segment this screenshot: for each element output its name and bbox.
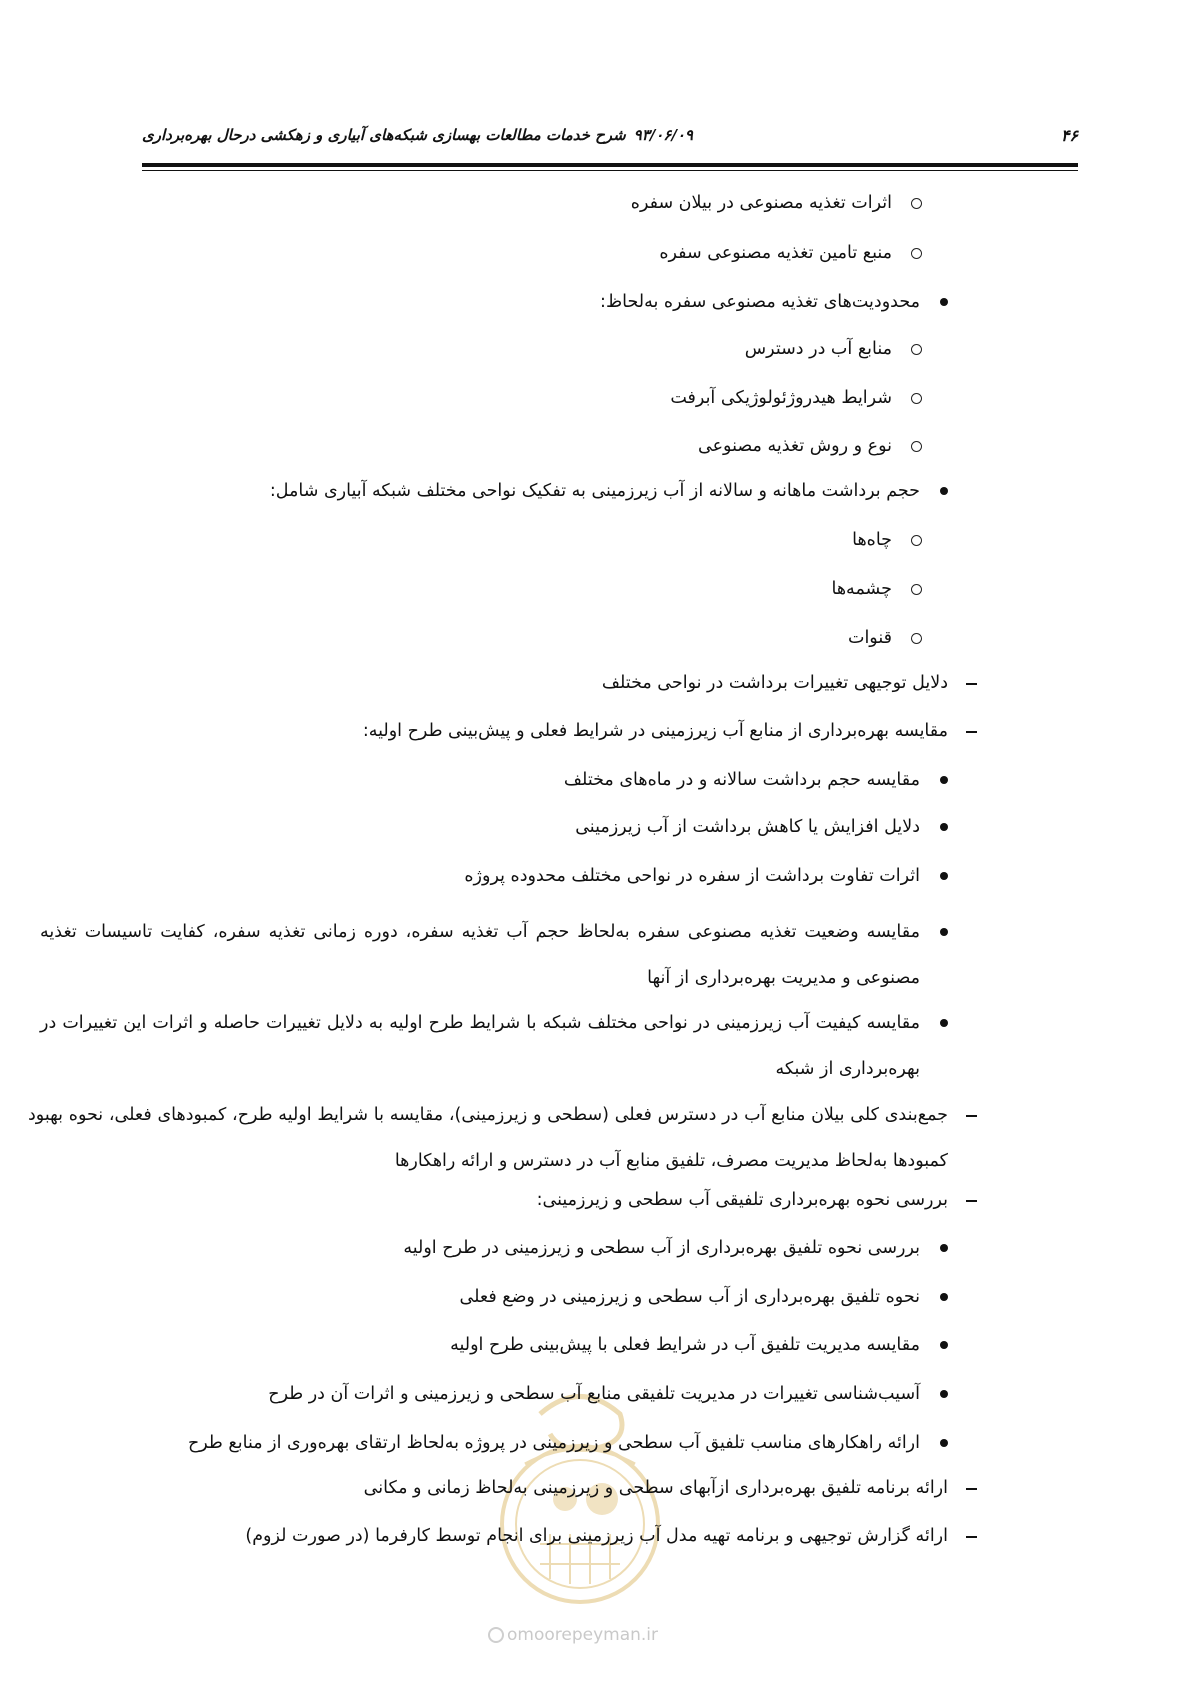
list-item-text: منبع تامین تغذیه مصنوعی سفره bbox=[659, 243, 892, 263]
list-item-text: محدودیت‌های تغذیه مصنوعی سفره به‌لحاظ: bbox=[600, 292, 920, 312]
list-item-circle bbox=[292, 188, 892, 218]
list-item-text: جمع‌بندی کلی بیلان منابع آب در دسترس فعلی (سطحی و زیرزمینی)، مقایسه با شرایط اولیه طرح، کمبودهای فعلی، نحوه بهبود کمبودها به‌لحاظ مدیریت مصرف، تلفیق منابع آب در دسترس و ارائه راهکارها bbox=[28, 1105, 948, 1171]
list-item-text: آسیب‌شناسی تغییرات در مدیریت تلفیقی منابع آب سطحی و زیرزمینی و اثرات آن در طرح bbox=[268, 1384, 920, 1404]
list-item-text: مقایسه حجم برداشت سالانه و در ماه‌های مختلف bbox=[563, 770, 920, 790]
list-item-dash bbox=[148, 716, 948, 746]
list-item-text: اثرات تغذیه مصنوعی در بیلان سفره bbox=[630, 193, 892, 213]
list-item-circle bbox=[292, 431, 892, 461]
list-item-circle bbox=[292, 623, 892, 653]
list-item-circle bbox=[292, 383, 892, 413]
list-item-circle bbox=[292, 238, 892, 268]
list-item-bullet bbox=[220, 765, 920, 795]
list-item-bullet bbox=[40, 909, 920, 1001]
list-item-bullet bbox=[160, 1282, 920, 1312]
list-item-circle bbox=[292, 574, 892, 604]
list-item-text: قنوات bbox=[847, 628, 892, 648]
list-item-dash bbox=[148, 1473, 948, 1503]
list-item-bullet bbox=[40, 1000, 920, 1092]
list-item-text: مقایسه کیفیت آب زیرزمینی در نواحی مختلف شبکه با شرایط طرح اولیه به دلایل تغییرات حاصله و اثرات این تغییرات در بهره‌برداری از شبکه bbox=[40, 1013, 920, 1079]
list-item-bullet bbox=[100, 476, 920, 506]
list-item-text: ارائه گزارش توجیهی و برنامه تهیه مدل آب زیرزمینی برای انجام توسط کارفرما (در صورت لزوم) bbox=[245, 1526, 948, 1546]
list-item-text: ارائه برنامه تلفیق بهره‌برداری ازآبهای سطحی و زیرزمینی به‌لحاظ زمانی و مکانی bbox=[363, 1478, 948, 1498]
list-item-bullet bbox=[160, 1233, 920, 1263]
list-item-bullet bbox=[270, 287, 920, 317]
list-item-text: بررسی نحوه بهره‌برداری تلفیقی آب سطحی و زیرزمینی: bbox=[536, 1190, 948, 1210]
list-item-text: نوع و روش تغذیه مصنوعی bbox=[698, 436, 892, 456]
list-item-bullet bbox=[40, 1428, 920, 1458]
list-item-text: نحوه تلفیق بهره‌برداری از آب سطحی و زیرزمینی در وضع فعلی bbox=[459, 1287, 920, 1307]
list-item-text: منابع آب در دسترس bbox=[744, 339, 892, 359]
watermark-url: omoorepeyman.ir bbox=[488, 1625, 703, 1649]
list-item-bullet bbox=[220, 812, 920, 842]
header-title: شرح خدمات مطالعات بهسازی شبکه‌های آبیاری و زهکشی درحال بهره‌برداری bbox=[142, 126, 626, 144]
list-item-text: دلایل افزایش یا کاهش برداشت از آب زیرزمینی bbox=[575, 817, 920, 837]
header-date: ۹۳/۰۶/۰۹ bbox=[633, 126, 693, 144]
list-item-bullet bbox=[160, 1379, 920, 1409]
list-item-text: حجم برداشت ماهانه و سالانه از آب زیرزمینی به تفکیک نواحی مختلف شبکه آبیاری شامل: bbox=[269, 481, 920, 501]
list-item-text: چشمه‌ها bbox=[831, 579, 892, 599]
list-item-dash bbox=[28, 1092, 948, 1184]
list-item-circle bbox=[292, 525, 892, 555]
list-item-dash bbox=[148, 1521, 948, 1551]
list-item-text: دلایل توجیهی تغییرات برداشت در نواحی مختلف bbox=[601, 673, 948, 693]
list-item-bullet bbox=[220, 861, 920, 891]
list-item-dash bbox=[148, 1185, 948, 1215]
list-item-bullet bbox=[160, 1330, 920, 1360]
list-item-text: بررسی نحوه تلفیق بهره‌برداری از آب سطحی و زیرزمینی در طرح اولیه bbox=[403, 1238, 920, 1258]
list-item-text: اثرات تفاوت برداشت از سفره در نواحی مختلف محدوده پروژه bbox=[464, 866, 920, 886]
list-item-text: مقایسه بهره‌برداری از منابع آب زیرزمینی در شرایط فعلی و پیش‌بینی طرح اولیه: bbox=[362, 721, 948, 741]
list-item-text: چاه‌ها bbox=[852, 530, 892, 550]
list-item-text: شرایط هیدروژئولوژیکی آبرفت bbox=[670, 388, 892, 408]
list-item-text: ارائه راهکارهای مناسب تلفیق آب سطحی و زیرزمینی در پروژه به‌لحاظ ارتقای بهره‌وری از منابع طرح bbox=[187, 1433, 920, 1453]
list-item-circle bbox=[292, 334, 892, 364]
list-item-text: مقایسه وضعیت تغذیه مصنوعی سفره به‌لحاظ حجم آب تغذیه سفره، دوره زمانی تغذیه سفره، کفایت تاسیسات تغذیه مصنوعی و مدیریت بهره‌برداری از آنها bbox=[40, 922, 920, 988]
list-item-text: مقایسه مدیریت تلفیق آب در شرایط فعلی با پیش‌بینی طرح اولیه bbox=[450, 1335, 920, 1355]
page-number: ۴۶ bbox=[1060, 126, 1078, 145]
list-item-dash bbox=[148, 668, 948, 698]
